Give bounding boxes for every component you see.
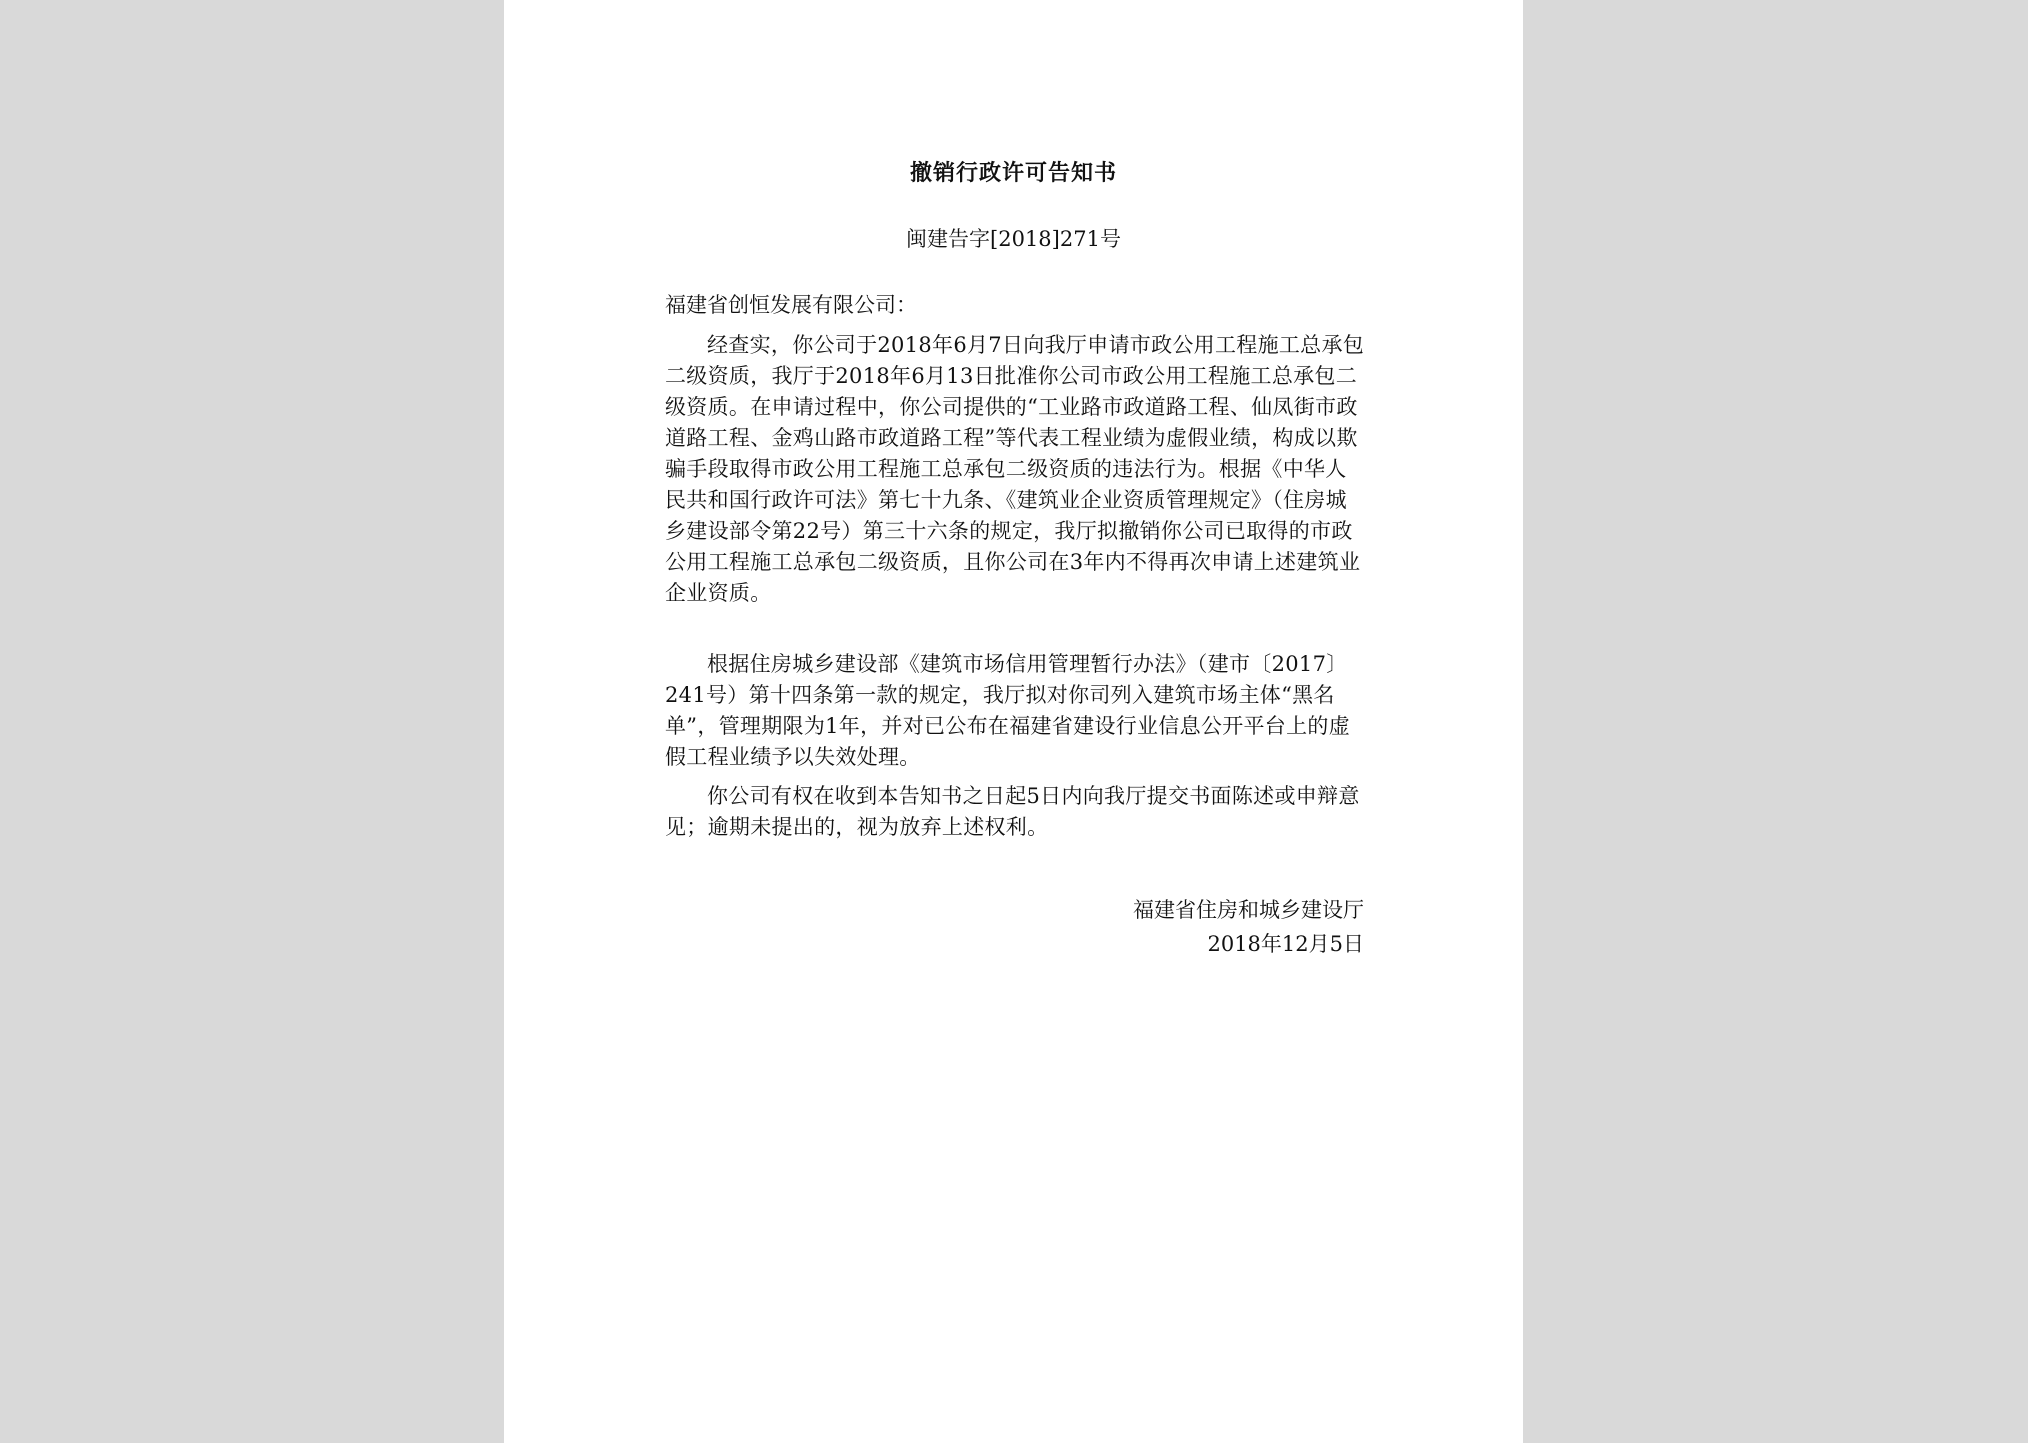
paragraph-text: 经查实，你公司于2018年6月7日向我厅申请市政公用工程施工总承包二级资质，我厅于2018年6月13日批准你公司市政公用工程施工总承包二级资质。在申请过程中，你公司提供的“工业路市政道路工程、仙凤街市政道路工程、金鸡山路市政道路工程”等代表工程业绩为虚假业绩，构成以欺骗手段取得市政公用工程施工总承包二级资质的违法行为。根据《中华人民共和国行政许可法》第七十九条、《建筑业企业资质管理规定》（住房城乡建设部令第22号）第三十六条的规定，我厅拟撤销你公司已取得的市政公用工程施工总承包二级资质，且你公司在3年内不得再次申请上述建筑业企业资质。 (665, 333, 1365, 605)
body-paragraph-1 (665, 330, 1365, 609)
document-number: 闽建告字[2018]271号 (906, 227, 1121, 251)
salutation: 福建省创恒发展有限公司： (665, 293, 917, 317)
paragraph-text: 根据住房城乡建设部《建筑市场信用管理暂行办法》（建市〔2017〕241号）第十四条第一款的规定，我厅拟对你司列入建筑市场主体“黑名单”，管理期限为1年，并对已公布在福建省建设行业信息公开平台上的虚假工程业绩予以失效处理。 (665, 652, 1350, 769)
body-paragraph-3 (665, 781, 1365, 843)
issuing-organization: 福建省住房和城乡建设厅 (1133, 898, 1364, 922)
body-paragraph-2 (665, 649, 1365, 773)
document-title: 撤销行政许可告知书 (909, 160, 1117, 186)
issue-date: 2018年12月5日 (1207, 932, 1364, 956)
signature-block (1133, 893, 1364, 961)
document-page (504, 0, 1523, 1443)
paragraph-text: 你公司有权在收到本告知书之日起5日内向我厅提交书面陈述或申辩意见；逾期未提出的，视为放弃上述权利。 (665, 784, 1360, 839)
